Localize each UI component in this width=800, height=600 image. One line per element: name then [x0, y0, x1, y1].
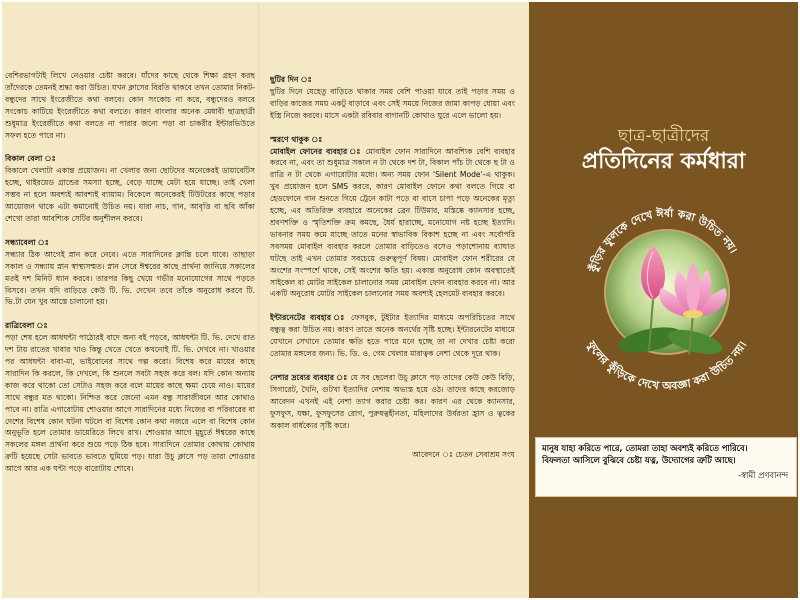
evening-paragraph: সন্ধ্যার ঠিক আগেই স্নান করে নেবে। এতে সারাদিনের ক্লান্তি চলে যাবে। তাছাড়া সকাল ও সন্ধ্যায় স্নান স্বাস্থ্যসম্মত। স্নান সেরে ঈশ্বরের কাছে প্রার্থনা জানিয়ে সকালের মতই দশ মিনিট ধ্যান করবে। তারপর কিছু খেয়ে গভীর মনোযোগের সাথে পড়তে বিসবে। তখন যদি বাড়িতে কেউ টি. ভি. দেখেন তবে তাঁকে অনুরোধ করবে টি. ভি.টা যেন খুব আস্তে চালানো হয়।	[5, 249, 255, 307]
fold-divider	[258, 4, 259, 594]
internet-heading: ইন্টারনেটের ব্যবহার ঃ	[270, 313, 347, 323]
internet-paragraph	[270, 312, 515, 360]
left-text-column	[5, 70, 255, 520]
afternoon-heading: বিকাল বেলা ঃ	[5, 154, 56, 164]
cover-title-line2: প্রতিদিনের কর্মধারা	[581, 149, 746, 174]
holiday-heading: ছুটির দিন ঃ	[270, 75, 312, 84]
mobile-text: মোবাইল ফোন সারাদিনে আবশ্যিক বেশি ব্যবহার করবে না, এবং তা শুধুমাত্র সকাল ন টা থেকে দশ টা, বিকাল পাঁচ টা থেকে ছ টা ও রাত্রি ন টা থেকে এগারোটার মধ্যে। অন্য সময় ফোন 'Silent Mode'-এ থাকুক। খুব প্রয়োজন হলে SMS করবে, কারণ মোবাইল ফোনে কথা বলতে গিয়ে বা হেডফোনে গান শুনতে গিয়ে ট্রেনে কাটা পড়ে বা বাসে চাপা পড়ে অনেকের মৃত্যু হচ্ছে, এর অতিরিক্ত ব্যবহারে অনেকের ব্রেন টিউমার, মস্তিষ্কে ক্যানসার হচ্ছে, শ্রবণশক্তি ও স্মৃতিশক্তি ক্রম কমছে, ধৈর্য হারাচ্ছে, মনোযোগ নষ্ট হচ্ছে ইত্যাদি। ভাবনার সময় কমে যাচ্ছে তাতে মনের স্বাভাবিক বিকাশ হচ্ছে না এবং সর্বোপরি সবসময় মোবাইল ব্যবহার করলে তোমার বাড়িতেও বসেও পড়াশোনায় ব্যাঘাত ঘটছে তাই এখন তোমার সবচেয়ে গুরুত্বপূর্ণ বিষয়। মোবাইল ফোন শরীরের যে অংশের সংস্পর্শে থাকে, সেই অংশের ক্ষতি হয়। একান্ত অনুরোধ কোন অবস্থাতেই সাইকেল বা মোটর সাইকেল চালানোর সময় মোবাইল ফোন ব্যবহার করবে না। আর একটি অনুরোধ মোটর সাইকেল চালানোর সময় অবশ্যই হেলমেট ব্যবহার করবে।	[270, 146, 515, 299]
middle-text-column	[270, 74, 515, 534]
credit-line: আবেদনে ঃ চেতন সেবাশ্রম সংঘ	[412, 450, 515, 460]
internet-text: ফেসবুক, টুইটার ইত্যাদির মাধ্যমে অপরিচিতের সাথে বন্ধুত্ব করা উচিত নয়। কারণ তাতে অনেক অনর্থের সৃষ্টি হচ্ছে। ইন্টারনেটের মাধ্যমে যেখানে সেখানে তোমার ক্ষতি হতে পারে মনে হচ্ছে তা না দেখার চেষ্টা করো তোমার মঙ্গলের জন্য। ভি. ডি. ও. গেম খেলার মারাত্বক নেশা থেকে দূরে থাক।	[270, 313, 515, 359]
remember-heading: স্মরণে থাকুক ঃ	[270, 134, 323, 144]
mobile-paragraph	[270, 146, 515, 301]
night-paragraph: পড়া শেষ হলে আধঘন্টা পাঠ্যেরই বাদে অন্য বই পড়বে, আধঘন্টা টি. ভি. দেখে রাত দশ টায় রাতের খাবার খাও কিন্তু খেতে খেতে কখনোই টি. ভি. দেখবে না। খাওয়ার পর আধঘন্টা বাবা-মা, ভাইবোনের সাথে গল্প করো। বিশেষ করে মায়ের কাছে সারাদিন কি করলে, কি দেখলে, কি শুনলে সবটা সহজ করে বল। যদি কোন অন্যায় কাজ করে থাকো তো সেটাও সহজ করে বলে মায়ের কাছে ক্ষমা চেয়ে নাও। মায়ের সাথে বন্ধুর মত থাকো। নিশ্চিত করে জেনো এমন বন্ধু সারাজীবনে আর কোথাও পাবে না। রাত্রি এগারোটায় শোওয়ার আগে সারাদিনের মধ্যে নিজের বা পরিবারের বা দেশের বিশেষ কোন ঘটনা ঘটলে বা বিশেষ কোন কথা নজরে এলে বা বিশেষ কোন অনুভূতি হলে তোমার ডায়েরিতে লিখে রাখ। শোওয়ার আগে মুহূর্তে ঈশ্বরের কাছে সকলের মঙ্গল প্রার্থনা করে শুয়ে পড়ে ঠিক হবে। সারাদিনে তোমার কোথায় কোথায় ক্রটি হয়েছে সেটা ভাবতে ভাবতে ঘুমিয়ে পড়। যারা উচু ক্লাসে পড় তারা শোওয়ার আগে আর এক ঘন্টা পড়ে বারোটায় শোবে।	[5, 333, 255, 474]
arc-text-top: কুঁড়ির ফুলকে দেখে ঈর্ষা করা উচিত নয়।	[586, 206, 740, 274]
arc-text-bottom: ফুলের কুঁড়িকে দেখে অবজ্ঞা করা উচিত নয়।	[584, 338, 750, 393]
holiday-paragraph: ছুটির দিনে যেহেতু বাড়িতে থাকার সময় বেশি পাওয়া যাবে তাই পড়ার সময় ও বাড়ির কাজের সময় একটু বাড়াবে এবং সেই সময়ে নিজের জামা কাপড় ধোয়া এবং ইস্ত্রি নিজে করবে। মাসে একটা রবিবার বাগানটি কোথাও ঘুরে এলে ভালো হয়।	[270, 86, 515, 120]
drug-paragraph	[270, 372, 515, 432]
drug-heading: নেশার দ্রব্যের ব্যবহার ঃ	[270, 372, 348, 382]
mobile-heading: মোবাইল ফোনের ব্যবহার ঃ	[270, 146, 362, 156]
quote-line1: মানুষ যাহা করিতে পারে, তোমরা তাহা অবশ্যই করিতে পারিবে।	[542, 443, 748, 453]
night-heading: রাত্রিবেলা ঃ	[5, 321, 48, 331]
cover-title-line1: ছাত্র-ছাত্রীদের	[617, 126, 710, 146]
intro-paragraph: বেশিরভাগটাই লিখে নেওয়ার চেষ্টা করবে। যাঁদের কাছে থেকে শিক্ষা গ্রহণ করছ তাঁদেরকে তেমনই শ্রদ্ধা করা উচিত। যখন ক্লাসের বিরতি থাকবে তখন তোমার নিকট-বন্ধুদের সাথে ইংরেজীতে কথা বলবে। কোন সংকোচ না করে, বন্ধুদেরও বলবে সংকোচ কাটিয়ে ইংরেজীতে কথা বলতে। কারণ বাংলার অনেক মেধাবী ছাত্রছাত্রী শুধুমাত্র ইংরেজীতে কথা বলতে না পারার জন্যে পড়া বা চাকরীর ইন্টারভিউতে সফল হতে পারে না।	[5, 71, 255, 140]
quote-line2: বিফলতা আসিলে বুঝিবে চেষ্টা যত্ন, উদ্যোগের ত্রুটি আছে।	[542, 455, 736, 465]
evening-heading: সন্ধ্যাবেলা ঃ	[5, 237, 49, 247]
drug-text: যে সব ছেলেরা উচু ক্লাসে পড় তাদের কেউ কেউ বিড়ি, সিগারেট, খৈনি, গুটখা ইত্যাদির নেশায় অভ্যস্ত হয়ে ওঠ। তাদের কাছে করজোড় আবেদন এখনই এই নেশা ত্যাগ করার চেষ্টা কর। কারণ এর থেকে ক্যানসার, ফুসফুস, যক্ষা, ফুসফুসের রোগ, পুরুষত্বহীনতা, মহিলাদের উর্বরতা হ্রাস ও ত্বকের অকাল বার্ধক্যের সৃষ্টি করে।	[270, 372, 515, 430]
afternoon-paragraph: বিকালে খেলাটা একান্ত প্রয়োজন। না খেলার জন্য ছোটদের অনেকেরই ডায়াবেটিস হচ্ছে, থাইরয়েড গ্রান্ডের সমস্যা হচ্ছে, বেড়ে যাচ্ছে মেটা হয়ে যাচ্ছে। তাই খেলা সম্ভব না হলে অবশ্যই আবশ্যই ব্যায়াম। বিকেলে অনেকেরই টিউটরের কাছে পড়ার আয়োজন থাকে এটা কমানোই উচিত নয়। যারা নাচ, গান, আবৃত্তি বা ছবি আঁকা শেখো তারা আবশ্যিক সেটির অনুশীলন করবে।	[5, 166, 255, 223]
quote-box	[535, 437, 797, 497]
cover-panel	[529, 2, 798, 598]
quote-author: -স্বামী প্রণবানন্দ	[738, 470, 788, 480]
lotus-emblem	[565, 190, 770, 395]
